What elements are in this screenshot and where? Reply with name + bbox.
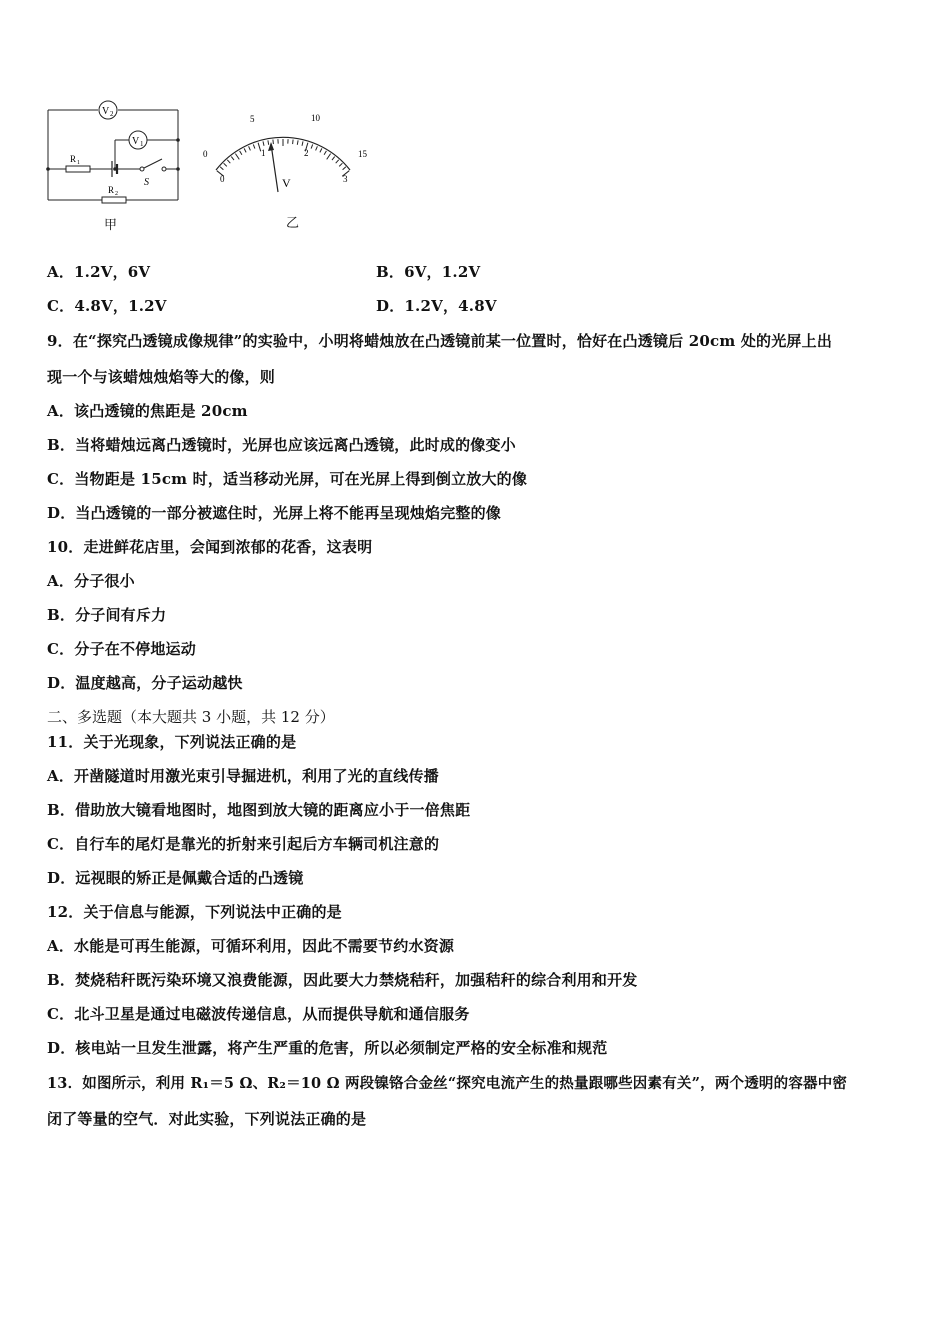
meter-tick <box>332 157 335 161</box>
q12-stem: 12．关于信息与能源，下列说法中正确的是 <box>47 903 342 921</box>
meter-tick <box>336 160 339 163</box>
q12-option-c: C．北斗卫星是通过电磁波传递信息，从而提供导航和通信服务 <box>47 1005 470 1023</box>
meter-tick <box>231 157 234 161</box>
meter-tick <box>224 163 227 166</box>
meter-tick <box>240 151 242 155</box>
scale-inner-0: 0 <box>220 174 225 184</box>
meter-tick <box>320 148 322 152</box>
meter-tick <box>268 140 269 144</box>
meter-tick <box>327 154 331 160</box>
voltmeter-label: 乙 <box>286 216 300 231</box>
meter-tick <box>297 140 298 144</box>
q8-option-a: A．1.2V，6V <box>47 263 151 281</box>
meter-tick <box>302 141 303 145</box>
q10-stem: 10．走进鲜花店里，会闻到浓郁的花香，这表明 <box>47 538 373 556</box>
r1-label: R <box>70 154 77 164</box>
v1-sub: 1 <box>140 140 144 148</box>
switch-label: S <box>144 177 149 188</box>
meter-unit: V <box>282 176 291 190</box>
meter-ticks <box>217 139 349 176</box>
q12-option-b: B．焚烧秸秆既污染环境又浪费能源，因此要大力禁烧秸秆，加强秸秆的综合利用和开发 <box>47 971 638 989</box>
q13-stem-line2: 闭了等量的空气．对此实验，下列说法正确的是 <box>47 1110 367 1128</box>
meter-tick <box>263 141 264 145</box>
scale-inner-3: 3 <box>343 174 348 184</box>
meter-needle <box>271 144 278 192</box>
q11-option-a: A．开凿隧道时用激光束引导掘进机，利用了光的直线传播 <box>47 767 439 785</box>
voltmeter-svg <box>198 104 378 204</box>
q9-option-c: C．当物距是 15cm 时，适当移动光屏，可在光屏上得到倒立放大的像 <box>47 470 528 488</box>
q9-option-b: B．当将蜡烛远离凸透镜时，光屏也应该远离凸透镜，此时成的像变小 <box>47 436 516 454</box>
meter-tick <box>235 154 239 160</box>
q9-stem-line2: 现一个与该蜡烛烛焰等大的像，则 <box>47 368 276 386</box>
meter-tick <box>316 146 318 150</box>
circuit-label: 甲 <box>104 218 118 233</box>
q10-option-b: B．分子间有斥力 <box>47 606 167 624</box>
section-heading-multi-choice: 二、多选题（本大题共 3 小题，共 12 分） <box>47 708 335 726</box>
q9-option-a: A．该凸透镜的焦距是 20cm <box>47 402 248 420</box>
meter-tick <box>311 144 313 148</box>
q9-stem-line1: 9．在“探究凸透镜成像规律”的实验中，小明将蜡烛放在凸透镜前某一位置时，恰好在凸透镜后 20cm 处的光屏上出 <box>47 332 833 350</box>
q11-option-c: C．自行车的尾灯是靠光的折射来引起后方车辆司机注意的 <box>47 835 440 853</box>
q12-option-a: A．水能是可再生能源，可循环利用，因此不需要节约水资源 <box>47 937 455 955</box>
q10-option-c: C．分子在不停地运动 <box>47 640 196 658</box>
circuit-svg <box>40 96 190 216</box>
q8-option-c: C．4.8V，1.2V <box>47 297 167 315</box>
meter-tick <box>293 140 294 145</box>
meter-tick <box>273 140 274 145</box>
q13-stem-line1: 13．如图所示，利用 R₁＝5 Ω、R₂＝10 Ω 两段镍铬合金丝“探究电流产生的热量跟哪些因素有关”，两个透明的容器中密 <box>47 1075 848 1092</box>
scale-outer-0: 0 <box>203 149 208 159</box>
meter-tick <box>244 148 246 152</box>
voltmeter-diagram <box>198 104 378 204</box>
v2-sub: 2 <box>110 110 114 118</box>
v1-label: V <box>132 136 140 147</box>
meter-tick <box>220 167 223 170</box>
r2-label: R <box>108 185 115 195</box>
meter-tick <box>249 146 251 150</box>
q8-option-d: D．1.2V，4.8V <box>376 297 497 315</box>
q11-stem: 11．关于光现象，下列说法正确的是 <box>47 733 297 751</box>
q11-option-b: B．借助放大镜看地图时，地图到放大镜的距离应小于一倍焦距 <box>47 801 471 819</box>
q12-option-d: D．核电站一旦发生泄露，将产生严重的危害，所以必须制定严格的安全标准和规范 <box>47 1039 608 1057</box>
q11-option-d: D．远视眼的矫正是佩戴合适的凸透镜 <box>47 869 304 887</box>
scale-inner-1: 1 <box>261 148 266 158</box>
circuit-diagram <box>40 96 190 216</box>
q8-option-b: B．6V，1.2V <box>376 263 481 281</box>
meter-tick <box>343 167 346 170</box>
scale-outer-5: 5 <box>250 114 255 124</box>
q10-option-a: A．分子很小 <box>47 572 135 590</box>
q9-option-d: D．当凸透镜的一部分被遮住时，光屏上将不能再呈现烛焰完整的像 <box>47 504 502 522</box>
meter-tick <box>227 160 230 163</box>
meter-tick <box>324 151 326 155</box>
q10-option-d: D．温度越高，分子运动越快 <box>47 674 243 692</box>
r1-sub: 1 <box>77 160 80 166</box>
meter-tick <box>339 163 342 166</box>
meter-tick <box>253 144 255 148</box>
v2-label: V <box>102 106 110 117</box>
scale-outer-15: 15 <box>358 149 367 159</box>
r2-sub: 2 <box>115 191 118 197</box>
scale-inner-2: 2 <box>304 148 309 158</box>
scale-outer-10: 10 <box>311 113 320 123</box>
